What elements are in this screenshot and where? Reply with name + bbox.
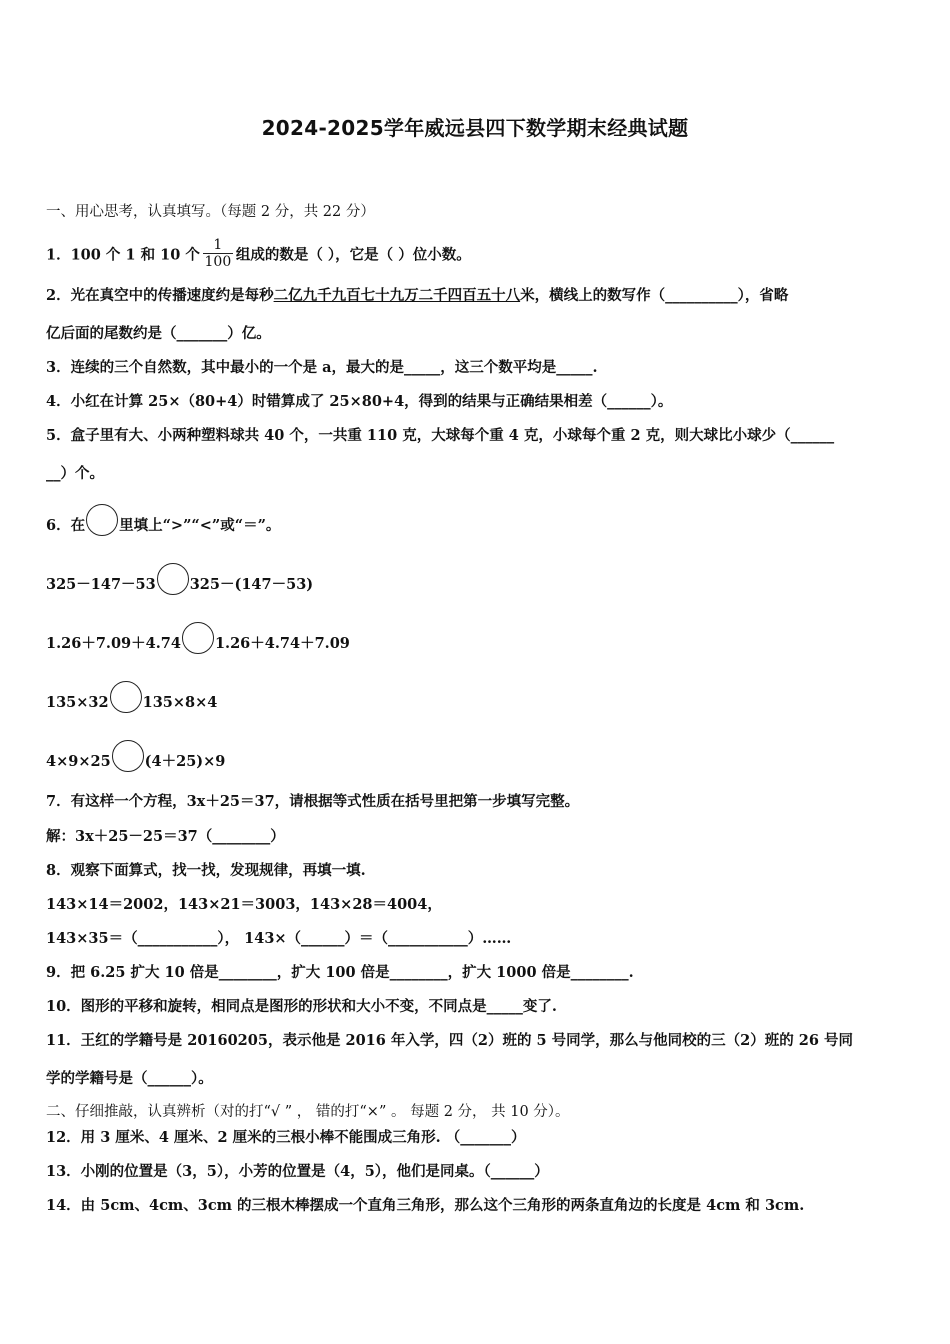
fraction-one-hundredth xyxy=(203,237,233,270)
question-1 xyxy=(46,239,471,272)
question-4: 4．小红在计算 25×（80+4）时错算成了 25×80+4，得到的结果与正确结果相差（______）。 xyxy=(46,393,673,410)
q6-text-a: 6．在 xyxy=(46,517,86,534)
question-11: 11．王红的学籍号是 20160205，表示他是 2016 年入学，四（2）班的 5 号同学，那么与他同校的三（2）班的 26 号同 xyxy=(46,1032,854,1049)
q6-item-right: 135×8×4 xyxy=(142,694,218,711)
question-8-examples: 143×14＝2002，143×21＝3003，143×28＝4004， xyxy=(46,896,442,913)
q6-text-b: 里填上“>”“<”或“＝”。 xyxy=(119,517,281,534)
question-8-blanks: 143×35＝（___________）， 143×（______）＝（___________）…… xyxy=(46,930,512,947)
q6-item-left: 1.26＋7.09＋4.74 xyxy=(46,635,181,652)
question-7: 7．有这样一个方程，3x＋25＝37，请根据等式性质在括号里把第一步填写完整。 xyxy=(46,793,580,810)
compare-circle xyxy=(86,504,118,536)
question-5: 5．盒子里有大、小两种塑料球共 40 个，一共重 110 克，大球每个重 4 克，小球每个重 2 克，则大球比小球少（______ xyxy=(46,427,835,444)
question-3: 3．连续的三个自然数，其中最小的一个是 a，最大的是_____，这三个数平均是_____. xyxy=(46,359,598,376)
q6-item-left: 325－147－53 xyxy=(46,576,156,593)
question-9: 9．把 6.25 扩大 10 倍是________，扩大 100 倍是________，扩大 1000 倍是________. xyxy=(46,964,634,981)
compare-circle[interactable] xyxy=(182,622,214,654)
q1-text-b: 组成的数是（ ），它是（ ）位小数。 xyxy=(235,246,471,264)
question-13: 13．小刚的位置是（3，5），小芳的位置是（4，5），他们是同桌。（______） xyxy=(46,1163,549,1180)
question-8: 8．观察下面算式，找一找，发现规律，再填一填. xyxy=(46,862,366,879)
question-12: 12．用 3 厘米、4 厘米、2 厘米的三根小棒不能围成三角形. （_______） xyxy=(46,1129,526,1146)
question-10: 10．图形的平移和旋转，相同点是图形的形状和大小不变，不同点是_____变了. xyxy=(46,998,557,1015)
q6-item-1 xyxy=(46,569,313,601)
q6-item-right: (4＋25)×9 xyxy=(144,753,226,770)
q6-item-right: 1.26＋4.74＋7.09 xyxy=(214,635,350,652)
q6-item-left: 135×32 xyxy=(46,694,109,711)
question-2-cont: 亿后面的尾数约是（_______）亿。 xyxy=(46,325,271,342)
question-2 xyxy=(46,286,788,306)
question-5-cont: __）个。 xyxy=(46,465,104,482)
compare-circle[interactable] xyxy=(110,681,142,713)
question-7-solution: 解：3x＋25－25＝37（________） xyxy=(46,828,285,845)
fraction-numerator: 1 xyxy=(213,237,223,253)
q6-item-left: 4×9×25 xyxy=(46,753,111,770)
section-1-heading: 一、用心思考，认真填写。（每题 2 分，共 22 分） xyxy=(46,204,375,220)
q2-underlined-number: 二亿九千九百七十九万二千四百五十八 xyxy=(273,287,521,304)
q6-item-4 xyxy=(46,746,225,778)
q1-text-a: 1．100 个 1 和 10 个 xyxy=(46,246,200,264)
question-11-cont: 学的学籍号是（______）。 xyxy=(46,1070,213,1087)
compare-circle[interactable] xyxy=(157,563,189,595)
q6-item-right: 325－(147－53) xyxy=(189,576,314,593)
q2-text-b: 米，横线上的数写作（__________），省略 xyxy=(520,287,789,304)
section-2-heading: 二、仔细推敲，认真辨析（对的打“√ ” ， 错的打“×” 。 每题 2 分， 共 10 分）。 xyxy=(46,1104,570,1120)
fraction-denominator: 100 xyxy=(204,254,232,270)
question-14: 14．由 5cm、4cm、3cm 的三根木棒摆成一个直角三角形，那么这个三角形的两条直角边的长度是 4cm 和 3cm. xyxy=(46,1197,805,1214)
q6-item-3 xyxy=(46,687,217,719)
q6-item-2 xyxy=(46,628,350,660)
q2-text-a: 2．光在真空中的传播速度约是每秒 xyxy=(46,287,274,304)
page-title: 2024-2025学年威远县四下数学期末经典试题 xyxy=(261,116,689,140)
question-6 xyxy=(46,510,280,542)
compare-circle[interactable] xyxy=(112,740,144,772)
